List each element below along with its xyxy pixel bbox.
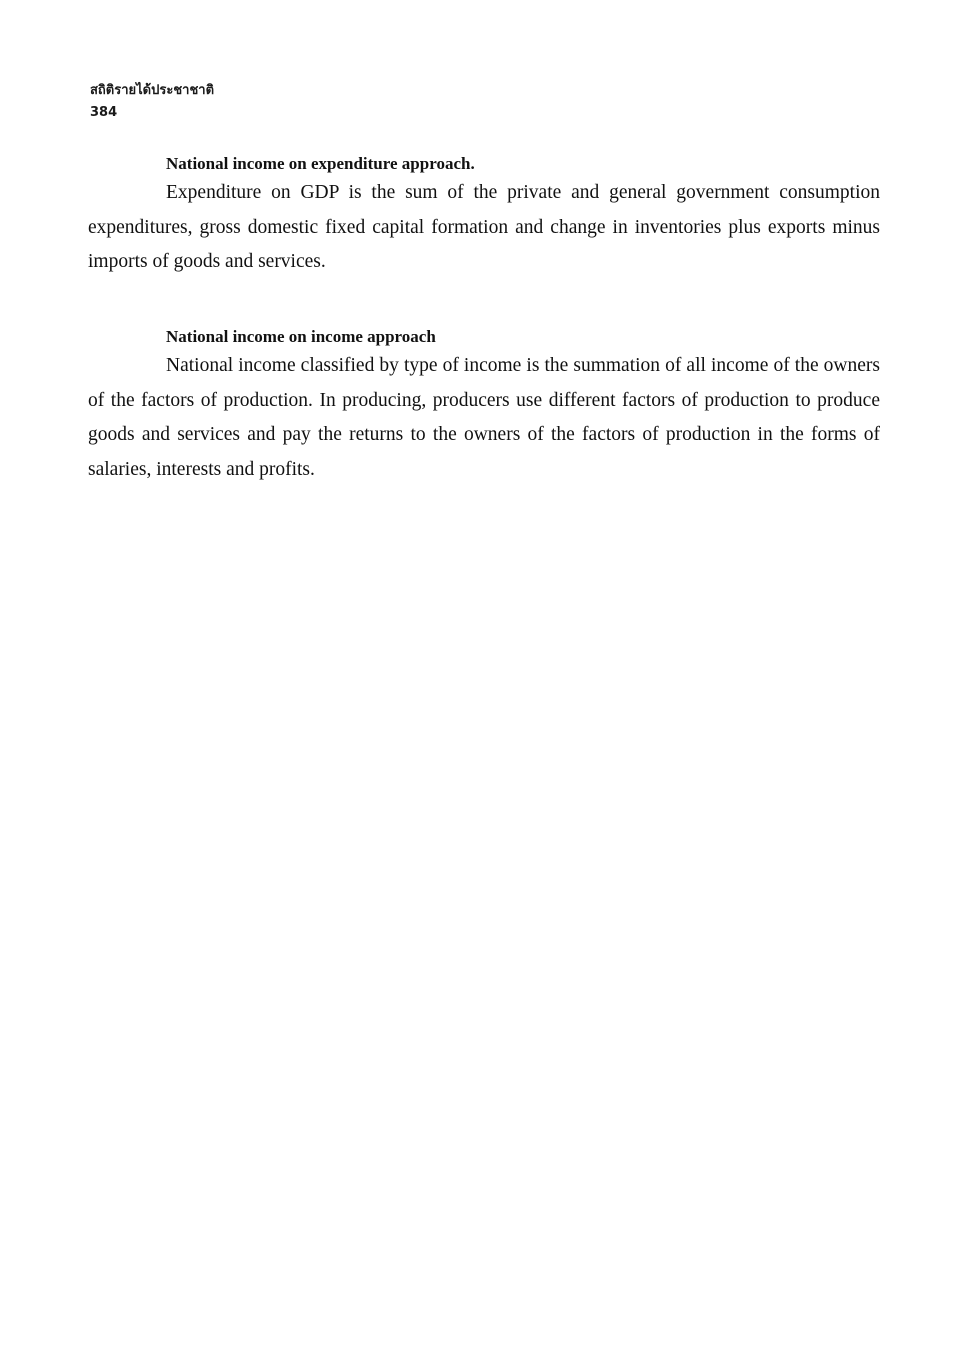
section-paragraph: National income classified by type of income is the summation of all income of the owners of the factors of production. In producing, producers use different factors of production to produce goods and services and pay the returns to the owners of the factors of production in the forms of salaries, interests and profits. [88, 355, 880, 480]
section-paragraph: Expenditure on GDP is the sum of the private and general government consumption expenditures, gross domestic fixed capital formation and change in inventories plus exports minus imports of goods and services. [88, 182, 880, 272]
section-income-approach [88, 325, 880, 487]
section-heading: National income on income approach [166, 327, 436, 346]
section-heading: National income on expenditure approach. [166, 154, 475, 173]
running-head [90, 80, 214, 124]
section-expenditure-approach [88, 152, 880, 280]
page-number: 384 [90, 105, 118, 120]
running-title: สถิติรายได้ประชาชาติ [90, 83, 215, 98]
